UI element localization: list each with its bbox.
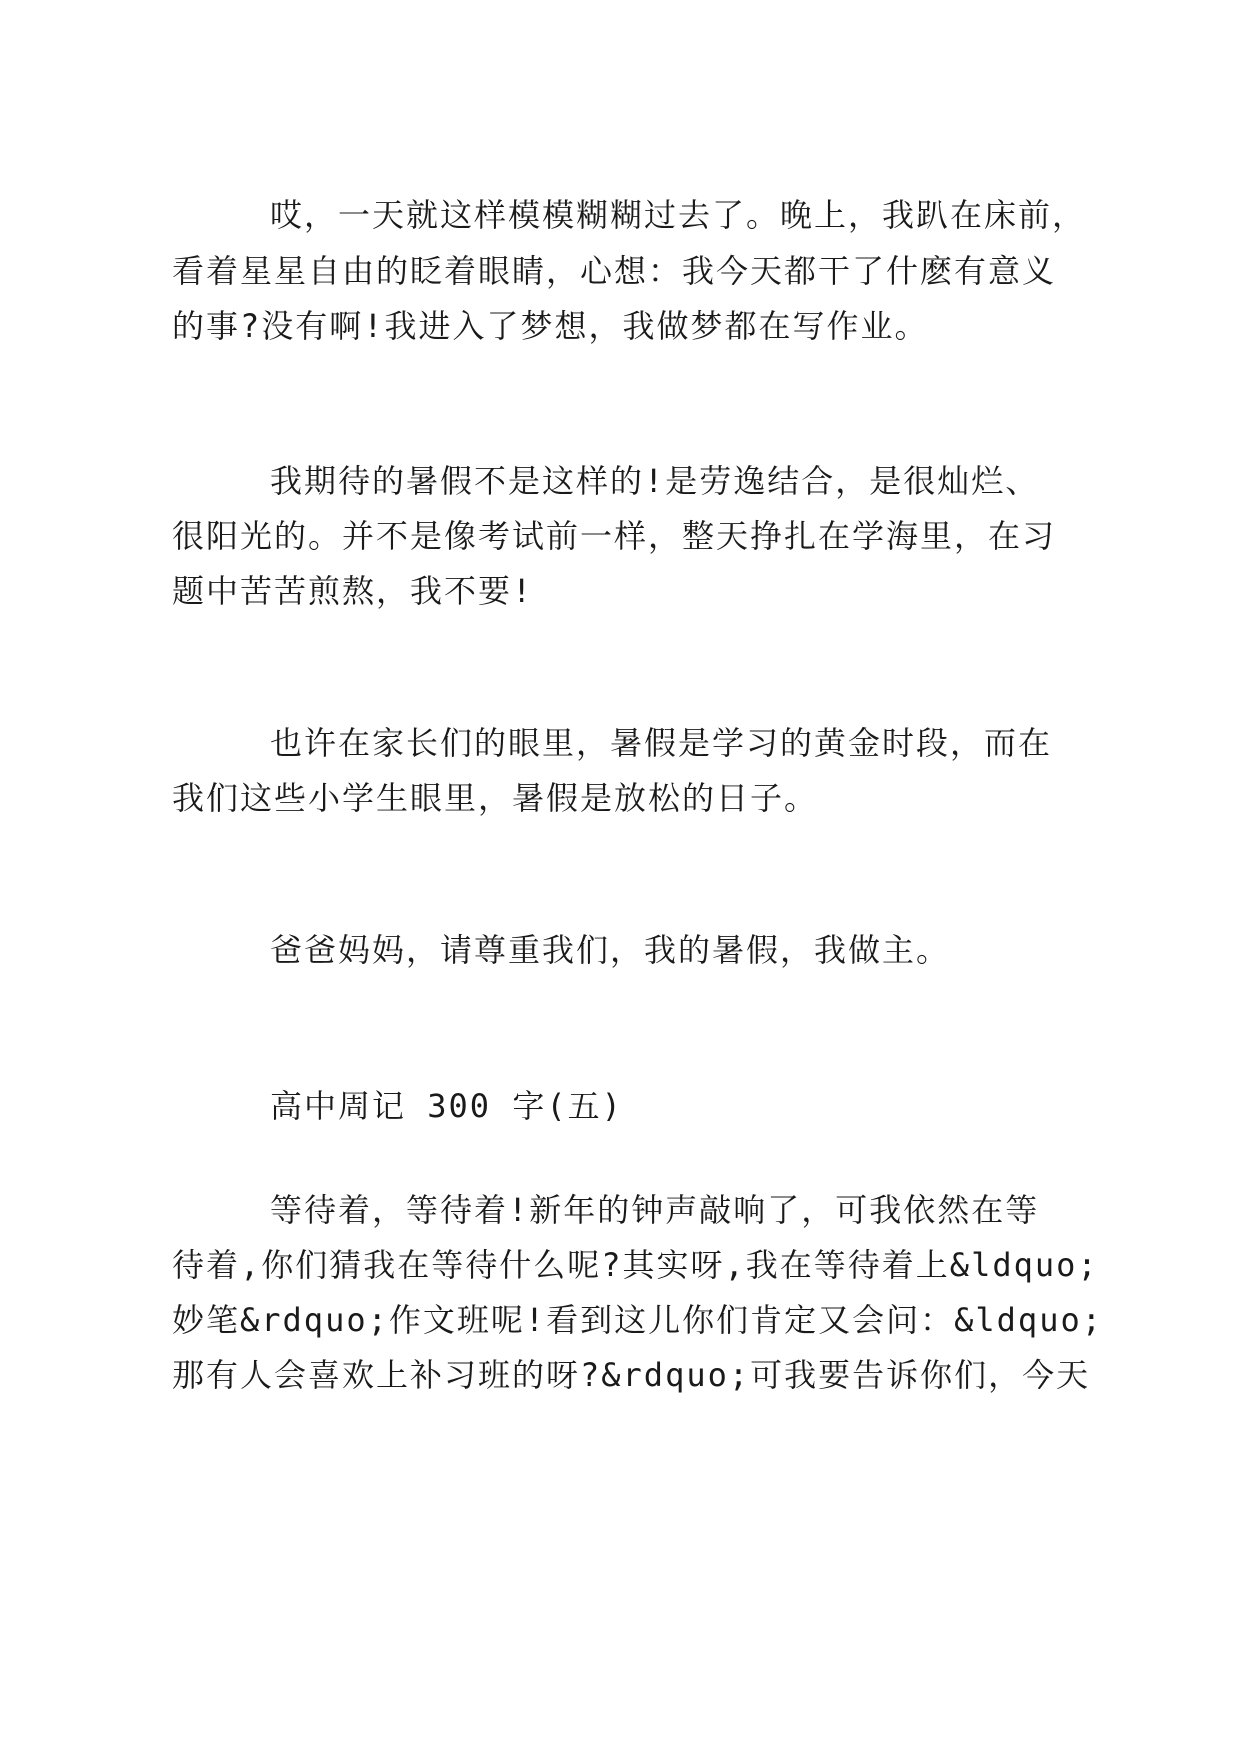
paragraph-1-line-3: 的事?没有啊!我进入了梦想，我做梦都在写作业。 [172, 307, 929, 345]
paragraph-3-line-2: 我们这些小学生眼里，暑假是放松的日子。 [172, 779, 819, 817]
paragraph-4-line-1: 爸爸妈妈，请尊重我们，我的暑假，我做主。 [270, 931, 951, 969]
paragraph-5-line-2: 待着,你们猜我在等待什么呢?其实呀,我在等待着上&ldquo; [172, 1246, 1099, 1284]
paragraph-1-line-1: 哎，一天就这样模模糊糊过去了。晚上，我趴在床前， [270, 196, 1087, 234]
paragraph-5-line-3: 妙笔&rdquo;作文班呢!看到这儿你们肯定又会问：&ldquo; [172, 1301, 1103, 1339]
paragraph-3-line-1: 也许在家长们的眼里，暑假是学习的黄金时段，而在 [270, 724, 1053, 762]
paragraph-2-line-1: 我期待的暑假不是这样的!是劳逸结合，是很灿烂、 [270, 462, 1040, 500]
paragraph-2-line-2: 很阳光的。并不是像考试前一样，整天挣扎在学海里，在习 [172, 517, 1057, 555]
paragraph-1-line-2: 看着星星自由的眨着眼睛，心想：我今天都干了什麽有意义 [172, 252, 1057, 290]
paragraph-5-line-4: 那有人会喜欢上补习班的呀?&rdquo;可我要告诉你们，今天 [172, 1356, 1091, 1394]
paragraph-2-line-3: 题中苦苦煎熬，我不要! [172, 572, 534, 610]
paragraph-5-line-1: 等待着，等待着!新年的钟声敲响了，可我依然在等 [270, 1191, 1040, 1229]
section-heading: 高中周记 300 字(五) [270, 1087, 623, 1125]
